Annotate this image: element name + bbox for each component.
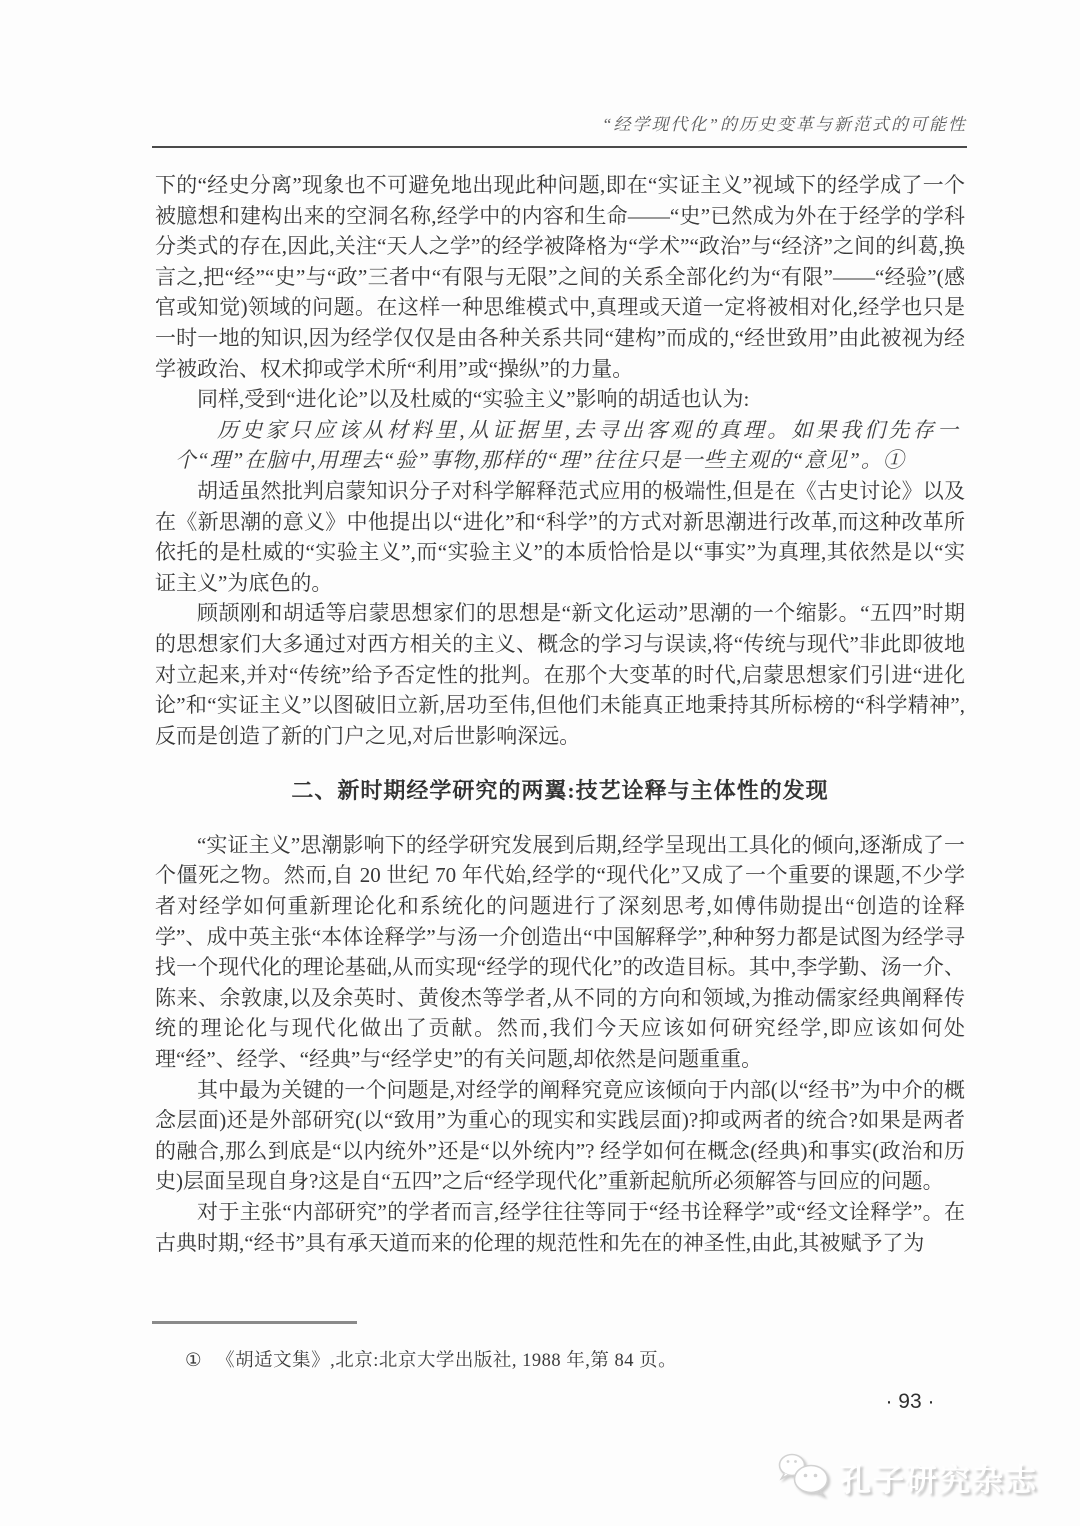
paragraph: 胡适虽然批判启蒙知识分子对科学解释范式应用的极端性,但是在《古史讨论》以及在《新思潮的意义》中他提出以“进化”和“科学”的方式对新思潮进行改革,而这种改革所依托的是杜威的“实验主义”,而“实验主义”的本质恰恰是以“事实”为真理,其依然是以“实证主义”为底色的。 [155,478,965,595]
paragraph: 同样,受到“进化论”以及杜威的“实验主义”影响的胡适也认为: [197,387,750,412]
paragraph: “实证主义”思潮影响下的经学研究发展到后期,经学呈现出工具化的倾向,逐渐成了一个僵死之物。然而,自 20 世纪 70 年代始,经学的“现代化”又成了一个重要的课题,不少学者对经学如何重新理论化和系统化的问题进行了深刻思考,如傅伟勋提出“创造的诠释学”、成中英主张“本体诠释学”与汤一介创造出“中国解释学”,种种努力都是试图为经学寻找一个现代化的理论基础,从而实现“经学的现代化”的改造目标。其中,李学勤、汤一介、陈来、余敦康,以及余英时、黄俊杰等学者,从不同的方向和领域,为推动儒家经典阐释传统的理论化与现代化做出了贡献。然而,我们今天应该如何研究经学,即应该如何处理“经”、经学、“经典”与“经学史”的有关问题,却依然是问题重重。 [155,832,965,1072]
footnote-marker: ① [185,1351,203,1371]
paragraph: 其中最为关键的一个问题是,对经学的阐释究竟应该倾向于内部(以“经书”为中介的概念层面)还是外部研究(以“致用”为重心的现实和实践层面)?抑或两者的统合?如果是两者的融合,那么到底是“以内统外”还是“以外统内”? 经学如何在概念(经典)和事实(政治和历史)层面呈现自身?这是自“五四”之后“经学现代化”重新起航所必须解答与回应的问题。 [155,1077,965,1194]
paragraph: 对于主张“内部研究”的学者而言,经学往往等同于“经书诠释学”或“经文诠释学”。在古典时期,“经书”具有承天道而来的伦理的规范性和先在的神圣性,由此,其被赋予了为 [155,1200,965,1255]
article-body [155,170,965,1258]
header-rule [152,146,967,148]
footnote-rule [152,1321,357,1324]
wechat-icon [776,1452,834,1503]
paragraph: 顾颉刚和胡适等启蒙思想家们的思想是“新文化运动”思潮的一个缩影。“五四”时期的思想家们大多通过对西方相关的主义、概念的学习与误读,将“传统与现代”非此即彼地对立起来,并对“传统”给予否定性的批判。在那个大变革的时代,启蒙思想家们引进“进化论”和“实证主义”以图破旧立新,居功至伟,但他们未能真正地秉持其所标榜的“科学精神”,反而是创造了新的门户之见,对后世影响深远。 [155,601,965,748]
footnote [185,1346,965,1372]
watermark-text: 孔子研究杂志 [840,1463,1038,1498]
section-heading: 二、新时期经学研究的两翼:技艺诠释与主体性的发现 [291,778,829,804]
footnote-text: 《胡适文集》,北京:北京大学出版社, 1988 年,第 84 页。 [216,1351,678,1371]
paragraph: 下的“经史分离”现象也不可避免地出现此种问题,即在“实证主义”视域下的经学成了一个被臆想和建构出来的空洞名称,经学中的内容和生命——“史”已然成为外在于经学的学科分类式的存在,因此,关注“天人之学”的经学被降格为“学术”“政治”与“经济”之间的纠葛,换言之,把“经”“史”与“政”三者中“有限与无限”之间的关系全部化约为“有限”——“经验”(感官或知觉)领域的问题。在这样一种思维模式中,真理或天道一定将被相对化,经学也只是一时一地的知识,因为经学仅仅是由各种关系共同“建构”而成的,“经世致用”由此被视为经学被政治、权术抑或学术所“利用”或“操纵”的力量。 [155,173,965,381]
journal-watermark [776,1452,1038,1503]
running-header-title: “经学现代化”的历史变革与新范式的可能性 [602,115,967,134]
quote-block: 历史家只应该从材料里,从证据里,去寻出客观的真理。如果我们先存一个“理”在脑中,用理去“验”事物,那样的“理”往往只是一些主观的“意见”。① [175,417,959,473]
page-number: · 93 · [885,1390,935,1413]
